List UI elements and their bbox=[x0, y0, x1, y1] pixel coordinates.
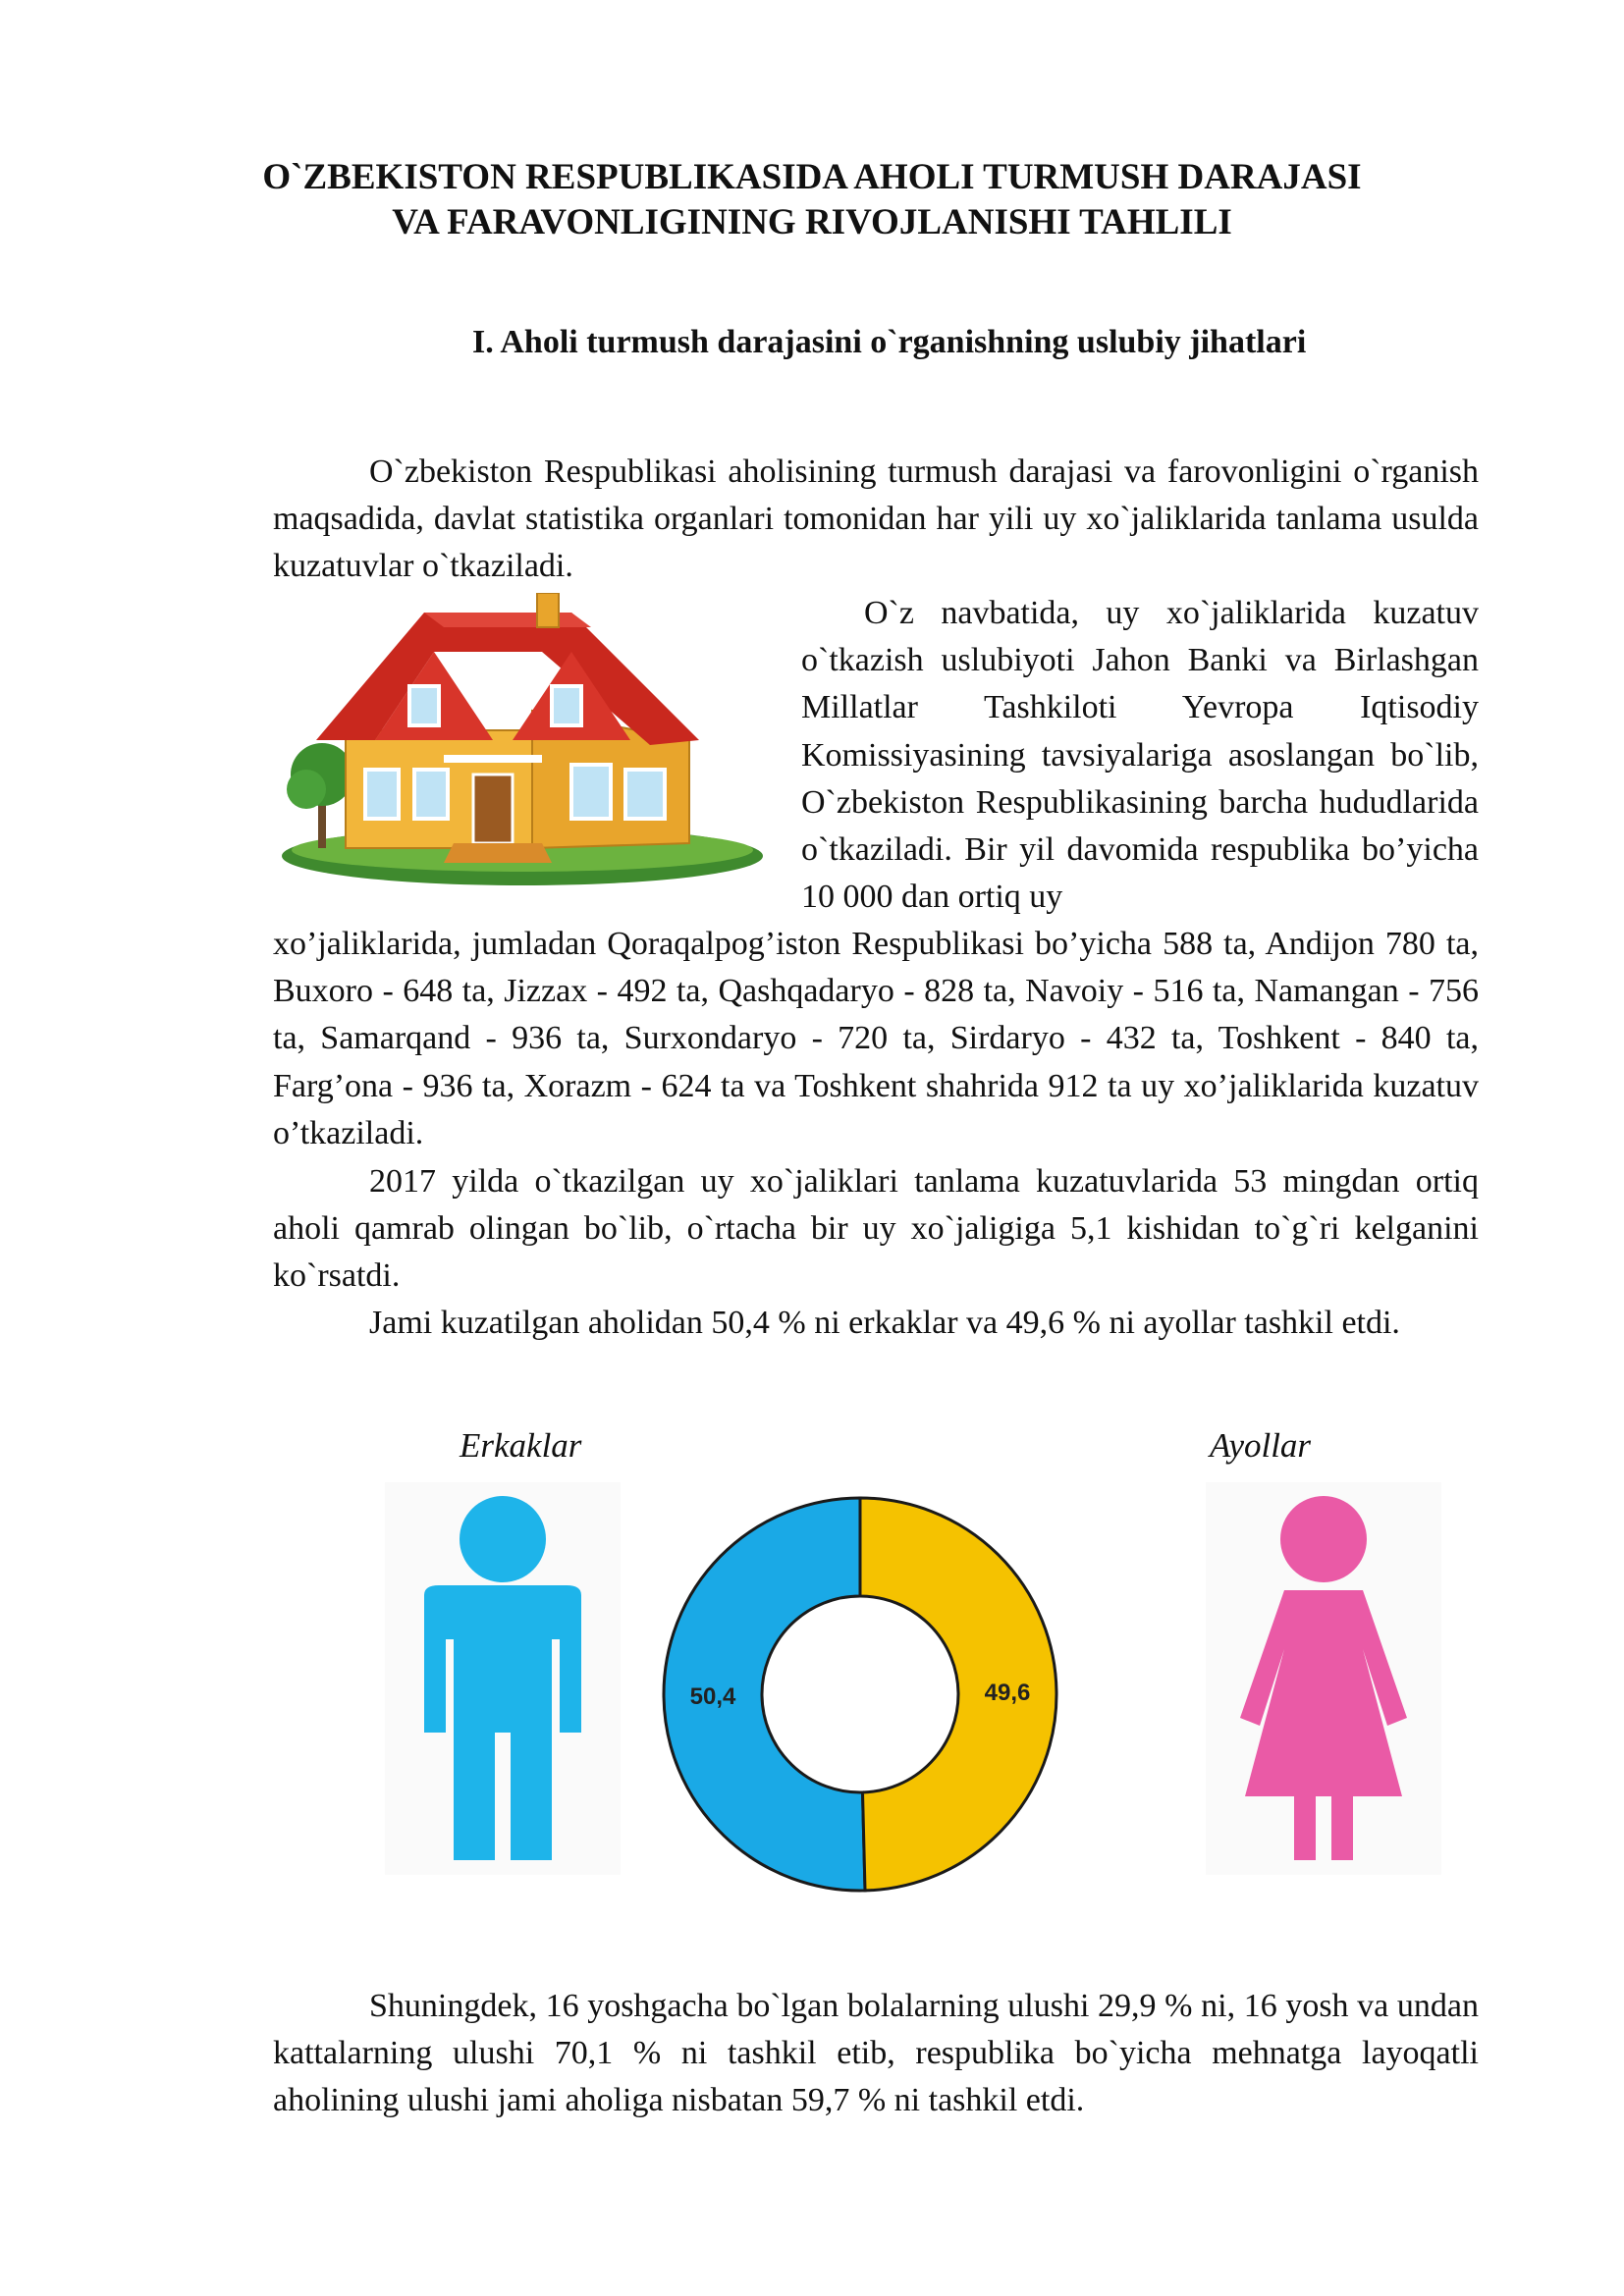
title-line-2: VA FARAVONLIGINING RIVOJLANISHI TAHLILI bbox=[392, 202, 1232, 242]
women-label: Ayollar bbox=[1210, 1426, 1312, 1465]
female-figure-icon bbox=[1206, 1482, 1441, 1875]
paragraph-2-continued: xo’jaliklarida, jumladan Qoraqalpog’iston Respublikasi bo’yicha 588 ta, Andijon 780 ta, Buxoro - 648 ta, Jizzax - 492 ta, Qashqadaryo - 828 ta, Navoiy - 516 ta, Namangan - 756 ta, Samarqand - 936 ta, Surxondaryo - 720 ta, Sirdaryo - 432 ta, Toshkent - 840 ta, Farg’ona - 936 ta, Xorazm - 624 ta va Toshkent shahrida 912 ta uy xo’jaliklarida kuzatuv o’tkaziladi. bbox=[273, 926, 1479, 1151]
paragraph-3: 2017 yilda o`tkazilgan uy xo`jaliklari tanlama kuzatuvlarida 53 mingdan ortiq aholi qamrab olingan bo`lib, o`rtacha bir uy xo`jaligiga 5,1 kishidan to`g`ri kelganini ko`rsatdi. bbox=[273, 1163, 1479, 1295]
paragraph-4: Jami kuzatilgan aholidan 50,4 % ni erkaklar va 49,6 % ni ayollar tashkil etdi. bbox=[369, 1305, 1400, 1341]
men-label: Erkaklar bbox=[460, 1426, 582, 1465]
male-figure-icon bbox=[385, 1482, 621, 1875]
donut-label-ayollar: 49,6 bbox=[984, 1680, 1031, 1707]
house-illustration bbox=[277, 593, 768, 887]
paragraph-1: O`zbekiston Respublikasi aholisining turmush darajasi va farovonligini o`rganish maqsadida, davlat statistika organlari tomonidan har yili uy xo`jaliklarida tanlama usulda kuzatuvlar o`tkaziladi. bbox=[273, 454, 1479, 585]
paragraph-5: Shuningdek, 16 yoshgacha bo`lgan bolalarning ulushi 29,9 % ni, 16 yosh va undan kattalarning ulushi 70,1 % ni tashkil etib, respublika bo`yicha mehnatga layoqatli aholining ulushi jami aholiga nisbatan 59,7 % ni tashkil etdi. bbox=[273, 1988, 1479, 2119]
section-heading: I. Aholi turmush darajasini o`rganishning uslubiy jihatlari bbox=[472, 324, 1307, 360]
paragraph-2-wrapped: O`z navbatida, uy xo`jaliklarida kuzatuv o`tkazish uslubiyoti Jahon Banki va Birlashgan Millatlar Tashkiloti Yevropa Iqtisodiy Komissiyasining tavsiyalariga asoslangan bo`lib, O`zbekiston Respublikasining barcha hududlarida o`tkaziladi. Bir yil davomida respublika bo’yicha 10 000 dan ortiq uy bbox=[801, 595, 1479, 916]
title-line-1: O`ZBEKISTON RESPUBLIKASIDA AHOLI TURMUSH DARAJASI bbox=[262, 157, 1362, 197]
gender-donut-chart bbox=[654, 1488, 1066, 1900]
document-title bbox=[0, 155, 1624, 245]
donut-label-erkaklar: 50,4 bbox=[689, 1682, 736, 1710]
